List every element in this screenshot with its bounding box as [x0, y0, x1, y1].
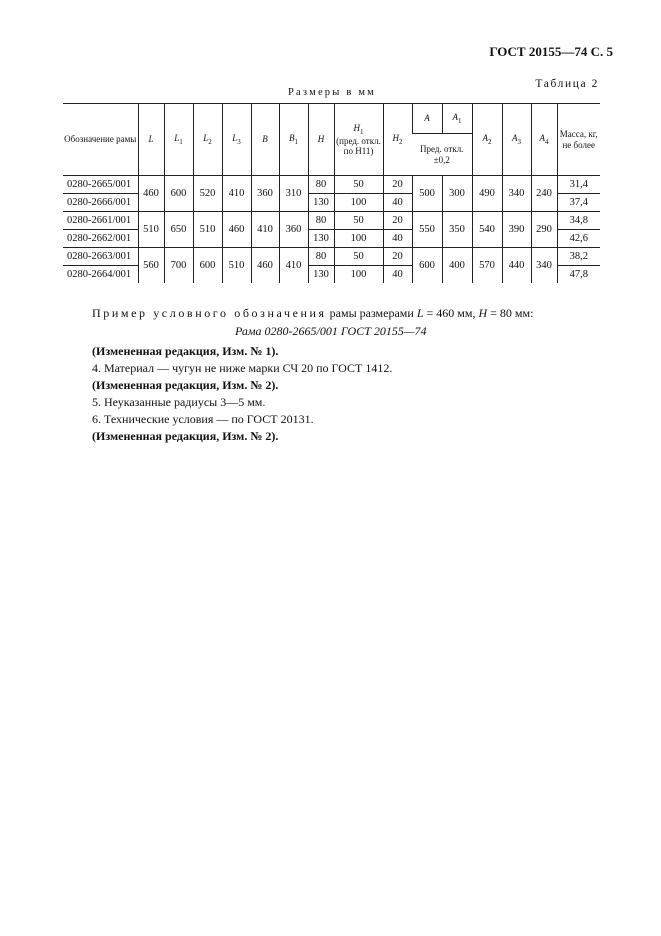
cell-H2: 20 — [383, 212, 412, 230]
cell-B1: 360 — [279, 212, 308, 248]
dimensions-table — [63, 103, 600, 283]
cell-A2: 540 — [472, 212, 502, 248]
cell-H2: 20 — [383, 176, 412, 194]
cell-L3: 410 — [222, 176, 251, 212]
col-H2: $H_2$ — [383, 104, 412, 176]
col-A1: $A_1$ — [442, 104, 472, 134]
cell-A4: 340 — [531, 248, 557, 284]
cell-L: 510 — [138, 212, 164, 248]
cell-A4: 240 — [531, 176, 557, 212]
note-revision-1: (Измененная редакция, Изм. № 1). — [92, 344, 279, 358]
cell-code: 0280-2661/001 — [63, 212, 138, 230]
cell-L: 460 — [138, 176, 164, 212]
cell-A: 500 — [412, 176, 442, 212]
table-label: Таблица 2 — [535, 78, 599, 90]
col-L2: $L_2$ — [193, 104, 222, 176]
cell-A1: 350 — [442, 212, 472, 248]
cell-H1: 50 — [334, 212, 383, 230]
cell-code: 0280-2665/001 — [63, 176, 138, 194]
cell-A: 550 — [412, 212, 442, 248]
table-row — [63, 248, 600, 266]
cell-A2: 570 — [472, 248, 502, 284]
cell-H2: 40 — [383, 230, 412, 248]
note-material: 4. Материал — чугун не ниже марки СЧ 20 по ГОСТ 1412. — [92, 361, 393, 375]
cell-L3: 510 — [222, 248, 251, 284]
cell-H1: 100 — [334, 194, 383, 212]
cell-L1: 700 — [164, 248, 193, 284]
cell-L2: 510 — [193, 212, 222, 248]
cell-mass: 37,4 — [557, 194, 600, 212]
cell-A2: 490 — [472, 176, 502, 212]
cell-mass: 38,2 — [557, 248, 600, 266]
example-paragraph — [92, 306, 533, 321]
example-lead: Пример условного обозначения — [92, 306, 327, 320]
cell-A3: 340 — [502, 176, 531, 212]
table-row — [63, 176, 600, 194]
table-caption: Размеры в мм — [288, 87, 377, 98]
col-L: L — [138, 104, 164, 176]
col-A: A — [412, 104, 442, 134]
cell-code: 0280-2662/001 — [63, 230, 138, 248]
col-mass: Масса, кг, не более — [557, 104, 600, 176]
cell-mass: 31,4 — [557, 176, 600, 194]
example-text: рамы размерами — [329, 306, 414, 320]
cell-mass: 34,8 — [557, 212, 600, 230]
note-revision-3: (Измененная редакция, Изм. № 2). — [92, 429, 279, 443]
cell-L3: 460 — [222, 212, 251, 248]
cell-H: 130 — [308, 230, 334, 248]
example-H-value: = 80 мм: — [490, 306, 534, 320]
cell-L2: 520 — [193, 176, 222, 212]
cell-code: 0280-2663/001 — [63, 248, 138, 266]
cell-B1: 410 — [279, 248, 308, 284]
col-A-tolerance: Пред. откл. ±0,2 — [412, 134, 472, 176]
col-L3: $L_3$ — [222, 104, 251, 176]
cell-code: 0280-2664/001 — [63, 266, 138, 284]
page-header: ГОСТ 20155—74 С. 5 — [489, 44, 613, 59]
col-designation: Обозначение рамы — [63, 104, 138, 176]
cell-code: 0280-2666/001 — [63, 194, 138, 212]
cell-H: 80 — [308, 248, 334, 266]
cell-H: 130 — [308, 266, 334, 284]
cell-A3: 440 — [502, 248, 531, 284]
cell-A3: 390 — [502, 212, 531, 248]
col-B: B — [251, 104, 279, 176]
note-technical-conditions: 6. Технические условия — по ГОСТ 20131. — [92, 412, 314, 426]
cell-A4: 290 — [531, 212, 557, 248]
cell-mass: 42,6 — [557, 230, 600, 248]
cell-B: 360 — [251, 176, 279, 212]
cell-H1: 50 — [334, 176, 383, 194]
col-H1: $H_1$ (пред. откл. по H11) — [334, 104, 383, 176]
col-A3: $A_3$ — [502, 104, 531, 176]
cell-H: 80 — [308, 212, 334, 230]
col-A4: $A_4$ — [531, 104, 557, 176]
cell-H: 80 — [308, 176, 334, 194]
cell-L2: 600 — [193, 248, 222, 284]
cell-B: 410 — [251, 212, 279, 248]
table-row — [63, 212, 600, 230]
cell-H: 130 — [308, 194, 334, 212]
col-B1: $B_1$ — [279, 104, 308, 176]
example-L-symbol: L — [416, 306, 424, 320]
cell-H2: 20 — [383, 248, 412, 266]
cell-A: 600 — [412, 248, 442, 284]
cell-H2: 40 — [383, 266, 412, 284]
note-radii: 5. Неуказанные радиусы 3—5 мм. — [92, 395, 266, 409]
cell-mass: 47,8 — [557, 266, 600, 284]
cell-H2: 40 — [383, 194, 412, 212]
cell-A1: 300 — [442, 176, 472, 212]
cell-L: 560 — [138, 248, 164, 284]
cell-H1: 100 — [334, 266, 383, 284]
cell-B: 460 — [251, 248, 279, 284]
col-A2: $A_2$ — [472, 104, 502, 176]
cell-H1: 50 — [334, 248, 383, 266]
example-H-symbol: H — [478, 306, 488, 320]
note-revision-2: (Измененная редакция, Изм. № 2). — [92, 378, 279, 392]
example-designation: Рама 0280-2665/001 ГОСТ 20155—74 — [235, 324, 427, 338]
cell-A1: 400 — [442, 248, 472, 284]
cell-L1: 650 — [164, 212, 193, 248]
cell-L1: 600 — [164, 176, 193, 212]
cell-H1: 100 — [334, 230, 383, 248]
col-L1: $L_1$ — [164, 104, 193, 176]
example-L-value: = 460 мм, — [426, 306, 476, 320]
col-H: H — [308, 104, 334, 176]
cell-B1: 310 — [279, 176, 308, 212]
